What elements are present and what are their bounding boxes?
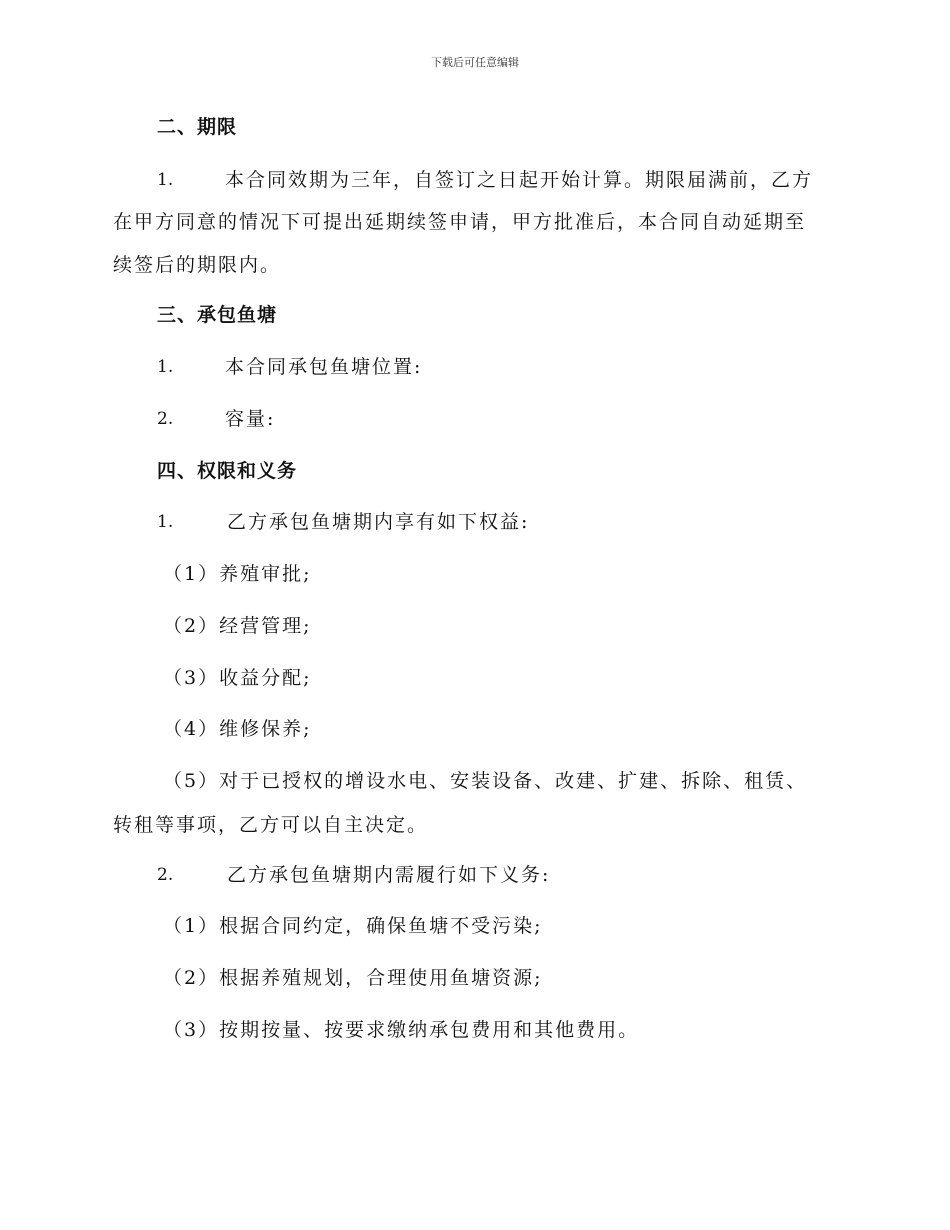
paragraph-line: 本合同效期为三年，自签订之日起开始计算。期限届满前，乙方 [225, 169, 814, 191]
item-number: 2. [157, 409, 174, 429]
section-heading-rights: 四、权限和义务 [157, 460, 298, 482]
obligations-intro-text: 乙方承包鱼塘期内需履行如下义务: [227, 864, 551, 886]
list-item: （2）经营管理; [163, 615, 312, 637]
list-item: （2）根据养殖规划，合理使用鱼塘资源; [163, 967, 543, 989]
section-heading-pond: 三、承包鱼塘 [157, 304, 278, 326]
item-number: 1. [157, 357, 174, 377]
item-number: 1. [157, 170, 174, 190]
section-heading-term: 二、期限 [157, 116, 238, 138]
rights-intro-text: 乙方承包鱼塘期内享有如下权益: [227, 511, 530, 533]
list-item: （1）养殖审批; [163, 563, 312, 585]
pond-capacity-text: 容量: [225, 408, 276, 430]
list-item: （3）按期按量、按要求缴纳承包费用和其他费用。 [163, 1019, 640, 1041]
paragraph-line: 在甲方同意的情况下可提出延期续签申请，甲方批准后，本合同自动延期至 [113, 211, 807, 233]
list-item: （5）对于已授权的增设水电、安装设备、改建、扩建、拆除、租赁、 [163, 770, 808, 792]
list-item: （1）根据合同约定，确保鱼塘不受污染; [163, 915, 543, 937]
list-item: （4）维修保养; [163, 718, 312, 740]
list-item-continuation: 转租等事项，乙方可以自主决定。 [113, 814, 429, 836]
item-number: 1. [157, 512, 174, 532]
pond-location-text: 本合同承包鱼塘位置: [225, 356, 423, 378]
page-header: 下载后可任意编辑 [431, 56, 519, 69]
paragraph-line: 续签后的期限内。 [113, 254, 282, 276]
item-number: 2. [157, 865, 174, 885]
list-item: （3）收益分配; [163, 667, 312, 689]
